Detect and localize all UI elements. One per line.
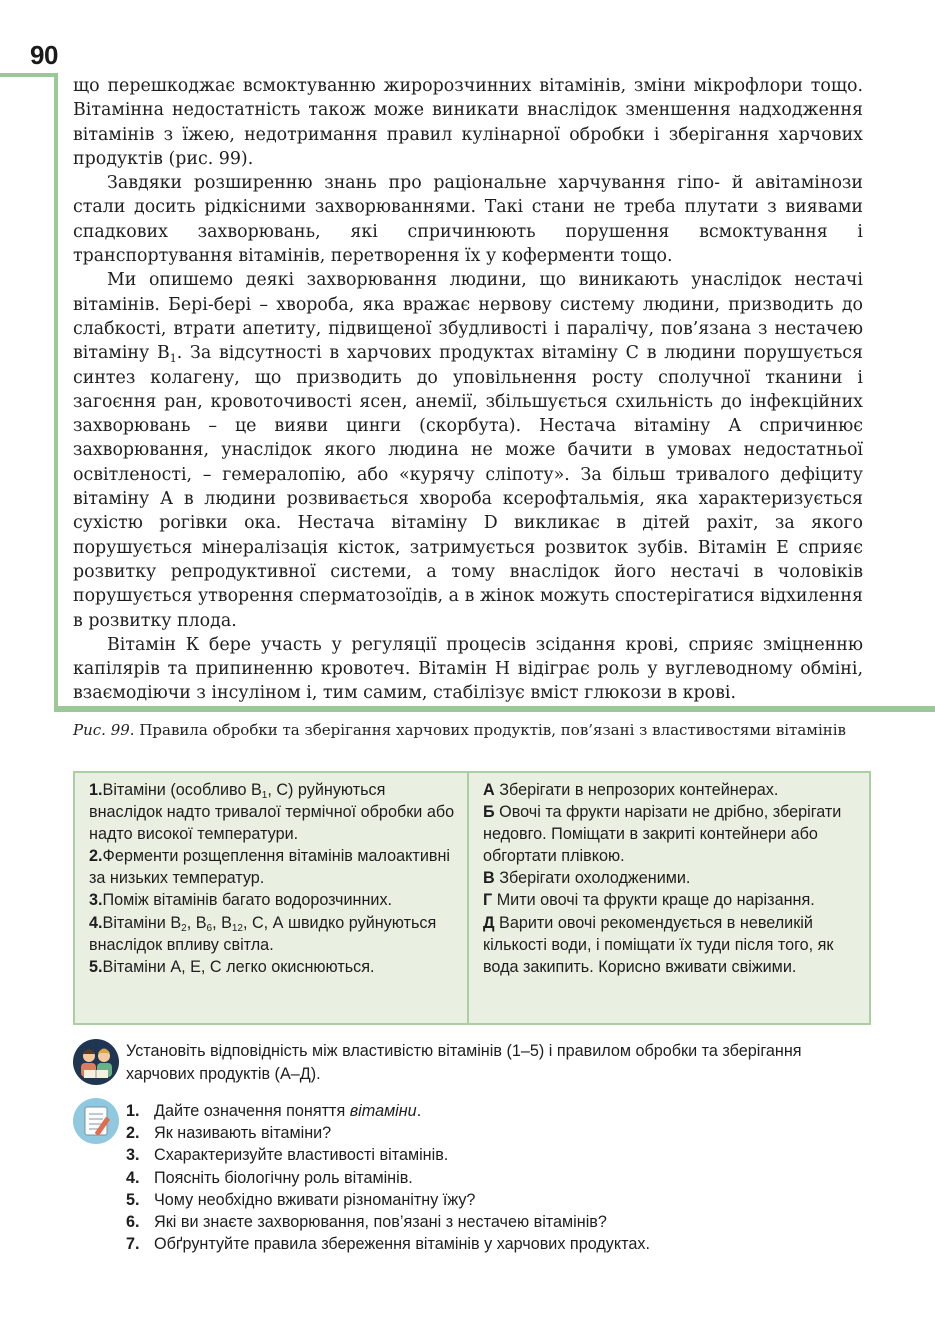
review-questions	[126, 1100, 886, 1255]
main-text	[73, 74, 863, 706]
question-item: 6. Які ви знаєте захворювання, пов’язані з нестачею вітамінів?	[126, 1213, 607, 1232]
property-item: 4.Вітаміни В2, В6, В12, С, А швидко руйнуються внаслідок впливу світла.	[89, 913, 437, 954]
paragraph-3-rest: . За відсутності в харчових продуктах вітаміну С в людини порушується синтез колагену, що призводить до уповільнення росту сполучної тканини і загоєння ран, кровоточивості ясен, анемії, збільшується схильність до інфекційних захворювань – це вияви цинги (скорбута). Нестача вітаміну А спричинює захворювання, унаслідок якого людина не може бачити в умовах недостатньої освітленості, – гемералопію, або «курячу сліпоту». За більш тривалого дефіциту вітаміну А в людини розвивається хвороба ксерофтальмія, яка характеризується сухістю рогівки ока. Нестача вітаміну D викликає в дітей рахіт, за якого порушується мінералізація кісток, затримується розвиток зубів. Вітамін Е сприяє розвитку репродуктивної системи, а тому внаслідок його нестачі в чоловіків порушується утворення сперматозоїдів, а в жінок можуть спостерігатися відхилення в розвитку плода.	[73, 343, 863, 631]
question-item: 3. Схарактеризуйте властивості вітамінів.	[126, 1146, 449, 1165]
figure-label: Рис. 99.	[73, 721, 135, 739]
rule-item: Д Варити овочі рекомендується в невеликій кількості води, і поміщати їх туди після того, як вода закипить. Корисно вживати свіжими.	[483, 913, 834, 976]
question-item: 7. Обґрунтуйте правила збереження вітамінів у харчових продуктах.	[126, 1235, 650, 1254]
question-item: 4. Поясніть біологічну роль вітамінів.	[126, 1168, 413, 1187]
question-item: 5. Чому необхідно вживати різноманітну їжу?	[126, 1190, 476, 1209]
rule-item: А Зберігати в непрозорих контейнерах.	[483, 781, 779, 799]
accent-bar-bottom	[54, 706, 935, 712]
paragraph-3	[73, 268, 863, 632]
figure-caption-text: Правила обробки та зберігання харчових продуктів, пов’язані з властивостями вітамінів	[139, 721, 847, 739]
paragraph-3-start: Ми опишемо деякі захворювання людини, що виникають унаслідок нестачі вітамінів. Бері-бері – хвороба, яка вражає нервову систему людини, призводить до слабкості, втрати апетиту, підвищеної збудливості і паралічу, пов’язана з нестачею вітаміну В	[73, 270, 863, 364]
rule-item: Г Мити овочі та фрукти краще до нарізання.	[483, 891, 815, 910]
matching-task: Установіть відповідність між властивістю вітамінів (1–5) і правилом обробки та зберігання харчових продуктів (А–Д).	[126, 1042, 802, 1083]
paragraph-2: Завдяки розширенню знань про раціональне харчування гіпо- й авітамінози стали досить рідкісними захворюваннями. Такі стани не треба плутати з виявами спадкових захворювань, які спричинюють порушення всмоктування і транспортування вітамінів, перетворення їх у коферменти тощо.	[73, 173, 863, 267]
rule-item: В Зберігати охолодженими.	[483, 869, 691, 888]
accent-bar-top	[0, 73, 58, 77]
students-icon	[73, 1039, 119, 1085]
rule-item: Б Овочі та фрукти нарізати не дрібно, зберігати недовго. Поміщати в закриті контейнери або обгортати плівкою.	[483, 803, 842, 866]
notebook-pencil-icon	[73, 1098, 119, 1144]
figure-caption	[73, 720, 863, 740]
vitamin-rules-table	[73, 771, 871, 1025]
storage-rules-column	[469, 773, 869, 1023]
property-item: 3.Поміж вітамінів багато водорозчинних.	[89, 891, 393, 910]
subscript: 1	[169, 352, 177, 366]
question-item: 2. Як називають вітаміни?	[126, 1124, 332, 1143]
vitamin-properties-column	[75, 773, 469, 1023]
property-item: 5.Вітаміни А, Е, С легко окиснюються.	[89, 957, 375, 976]
accent-bar-left	[54, 73, 58, 710]
paragraph-1: що перешкоджає всмоктуванню жиророзчинних вітамінів, зміни мікрофлори тощо. Вітамінна недостатність також може виникати внаслідок зменшення надходження вітамінів з їжею, недотримання правил кулінарної обробки і зберігання харчових продуктів (рис. 99).	[73, 76, 863, 169]
paragraph-4: Вітамін К бере участь у регуляції процесів зсідання крові, сприяє зміцненню капілярів та припиненню кровотеч. Вітамін Н відіграє роль у вуглеводному обміні, взаємодіючи з інсуліном і, тим самим, стабілізує вміст глюкози в крові.	[73, 634, 863, 704]
page-number: 90	[30, 40, 58, 70]
question-item: 1. Дайте означення поняття вітаміни.	[126, 1102, 422, 1120]
property-item: 2.Ферменти розщеплення вітамінів малоактивні за низьких температур.	[89, 847, 451, 888]
property-item: 1.Вітаміни (особливо В1, С) руйнуються внаслідок надто тривалої термічної обробки або надто високої температури.	[89, 781, 455, 844]
